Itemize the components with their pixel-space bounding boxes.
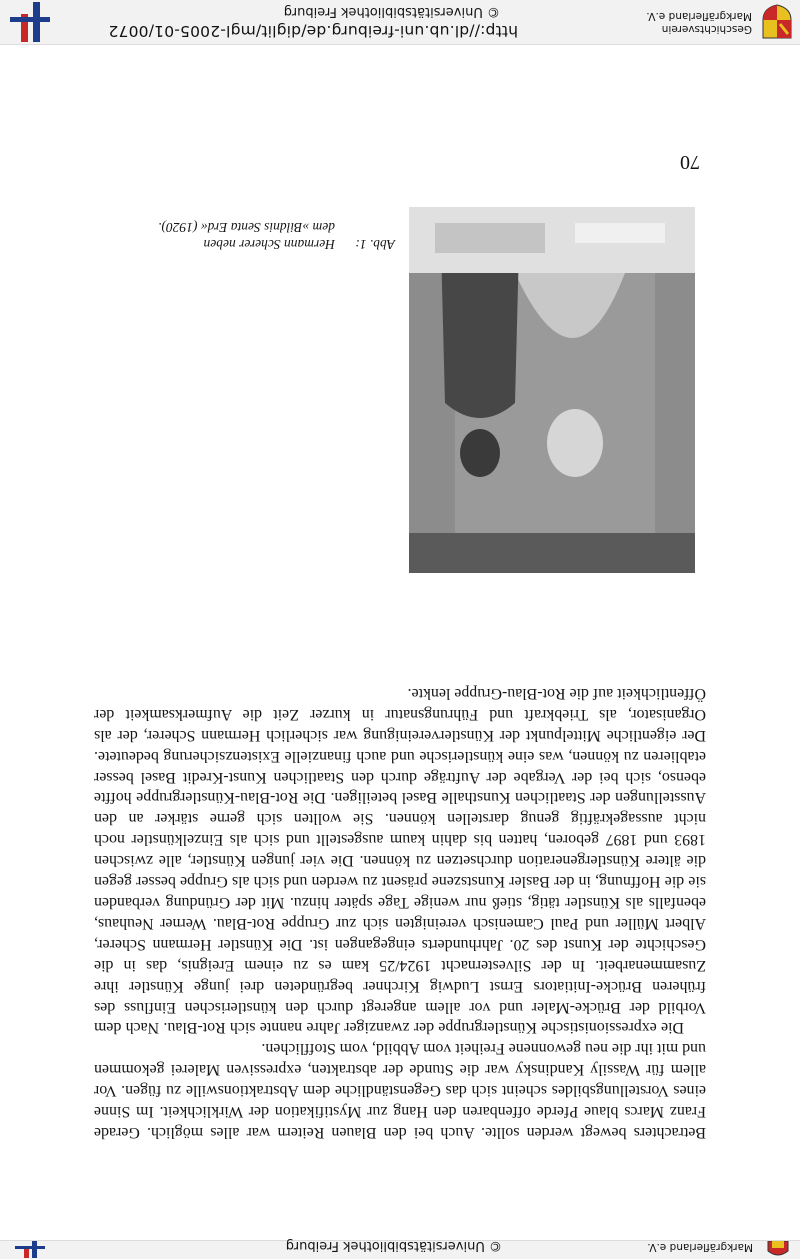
library-logo-icon — [8, 2, 52, 42]
header-copyright: © Universitätsbibliothek Freiburg — [285, 1238, 502, 1253]
paragraph-text: Betrachters bewegt werden sollte. Auch bei den Blauen Reitern war alles möglich. Gerade Franz Marcs blaue Pferde offenbaren den Hang zur Mystifikation der Wirklichkeit. Im Sinne eines Vorstellungsbildes scheint sich das Gegenständliche dem Abstraktionswille zu fügen. Vor allem für Wassily Kandinsky war die Stunde der abstrakten, expressiven Malerei gekommen und mit ihr die neu gewonnene Freiheit vom Abbild, vom Stofflichen. — [94, 1040, 706, 1141]
paragraph — [94, 1037, 706, 1142]
caption-line-1: Hermann Scherer neben — [203, 237, 335, 252]
article-body — [94, 682, 706, 1142]
page-number: 70 — [680, 151, 700, 173]
paragraph-text: Die expressionistische Künstlergruppe der zwanziger Jahre nannte sich Rot-Blau. Nach dem Vorbild der Brücke-Maler und vor allem angeregt durch den künstlerischen Einfluss des früheren Brücke-Initiators Ernst Ludwig Kirchner begründeten drei junge Künstler ihre Zusammenarbeit. In der Silvesternacht 1924/25 kam es zu einem Ereignis, das in die Geschichte der Kunst des 20. Jahrhunderts eingegangen ist. Die Künstler Hermann Scherer, Albert Müller und Paul Camenisch vereinigten sich zur Gruppe Rot-Blau. Werner Neuhaus, ebenfalls als Künstler tätig, stieß nur wenige Tage später hinzu. Mit der Gründung verbanden sie die Hoffnung, in der Basler Kunstszene präsent zu werden und sich als Gruppe besser gegen die ältere Künstlergeneration durchsetzen zu können. Die vier jungen Künstler, alle zwischen 1893 und 1897 geboren, hatten bis dahin kaum ausgestellt und sich als Einzelkünstler noch nicht aussagekräftig genug darstellen können. Sie wollten sich gerne stärker an den Ausstellungen der Staatlichen Kunsthalle Basel beteiligen. Die Rot-Blau-Künstlergruppe hoffte ebenso, sich bei der Vergabe der Aufträge durch den Staatlichen Kunst-Kredit Basel besser etablieren zu können, was eine künstlerische und auch finanzielle Existenzsicherung bedeutete. Der eigentliche Mittelpunkt der Künstlervereinigung war sicherlich Hermann Scherer, der als Organisator, als Triebkraft und Führungsnatur in kurzer Zeit die Aufmerksamkeit der Öffentlichkeit auf die Rot-Blau-Gruppe lenkte. — [94, 684, 706, 1037]
library-logo-icon — [15, 1241, 45, 1258]
figure-label: Abb. 1: — [355, 237, 395, 252]
footer-copyright: © Universitätsbibliothek Freiburg — [283, 4, 500, 19]
header-org-name: Markgräflerland e.V. — [647, 1241, 753, 1253]
viewer-footer-bar — [0, 0, 800, 45]
permalink-url[interactable]: http://dl.ub.uni-freiburg.de/diglit/mgl-2005-01/0072 — [108, 22, 518, 40]
footer-org-name — [646, 9, 752, 35]
footer-org-line-2: Markgräflerland e.V. — [646, 10, 752, 22]
viewer-header-strip — [0, 1240, 800, 1259]
caption-line-2: dem »Bildnis Senta Erd« (1920). — [158, 220, 335, 235]
figure-caption — [105, 219, 395, 253]
figure-photo — [409, 207, 695, 573]
coat-of-arms-icon — [762, 1241, 794, 1257]
footer-org-line-1: Geschichtsverein — [661, 23, 752, 35]
coat-of-arms-icon — [759, 4, 795, 40]
paragraph — [94, 682, 706, 1037]
